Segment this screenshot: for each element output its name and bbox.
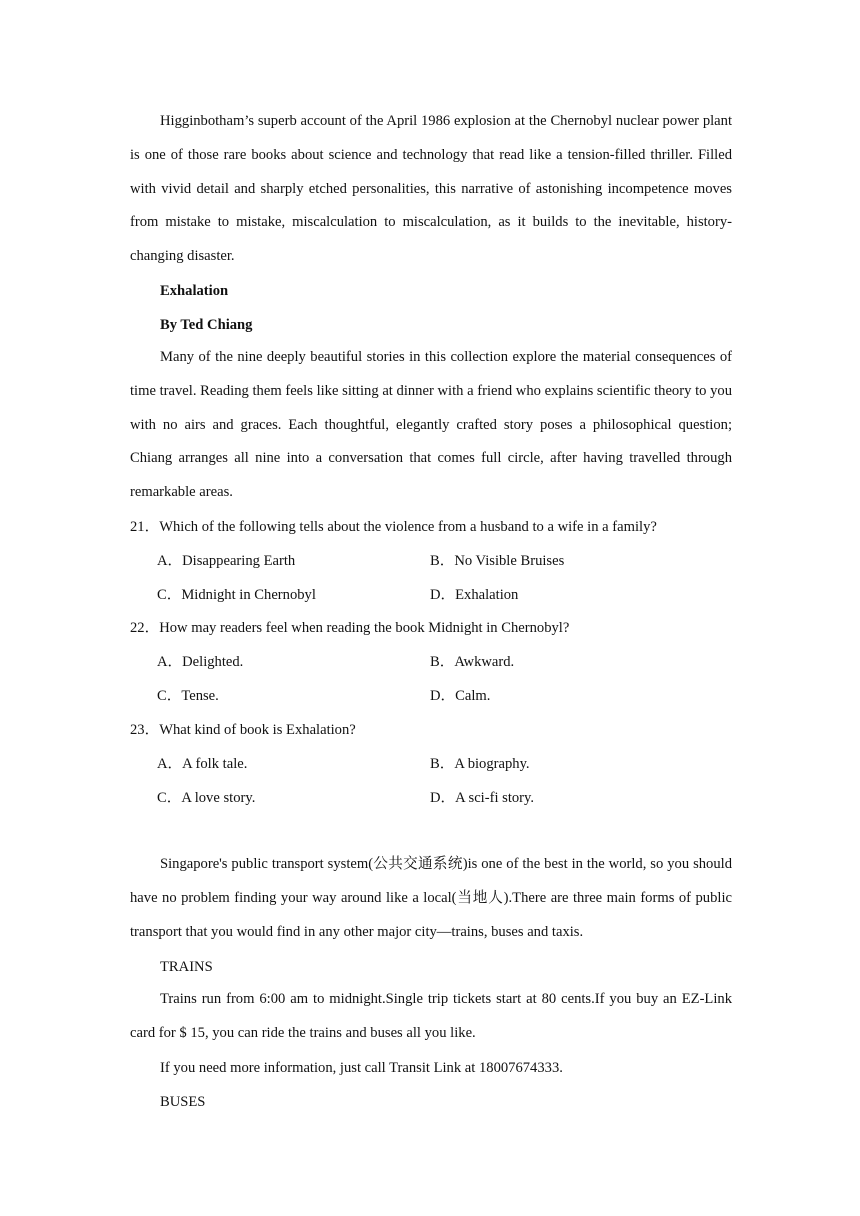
chernobyl-review-paragraph — [130, 105, 732, 274]
question-22-option-a: A．Delighted. — [157, 654, 244, 670]
trains-text: Trains run from 6:00 am to midnight.Single trip tickets start at 80 cents.If you buy an EZ-Link card for $ 15, you can ride the trains and buses all you like. — [130, 991, 732, 1041]
singapore-intro-paragraph — [130, 848, 732, 949]
question-21-option-a: A．Disappearing Earth — [157, 553, 296, 569]
book-author-exhalation: By Ted Chiang — [160, 317, 253, 333]
question-21-option-d: D．Exhalation — [430, 587, 519, 603]
exhalation-review-text: Many of the nine deeply beautiful stories in this collection explore the material consequences of time travel. Reading them feels like sitting at dinner with a friend who explains scientific theory to you with no airs and graces. Each thoughtful, elegantly crafted story poses a philosophical question; Chiang arranges all nine into a conversation that comes full circle, after having travelled through remarkable areas. — [130, 349, 732, 501]
question-21-option-c: C．Midnight in Chernobyl — [157, 587, 316, 603]
singapore-intro-text: Singapore's public transport system(公共交通系统)is one of the best in the world, so you should have no problem finding your way around like a local(当地人).There are three main forms of public transport that you would find in any other major city—trains, buses and taxis. — [130, 856, 732, 940]
question-23-stem: 23．What kind of book is Exhalation? — [130, 722, 356, 738]
question-21-stem: 21．Which of the following tells about the violence from a husband to a wife in a family? — [130, 519, 657, 535]
question-22-option-c: C．Tense. — [157, 688, 219, 704]
question-23-option-d: D．A sci-fi story. — [430, 790, 535, 806]
question-23-option-c: C．A love story. — [157, 790, 256, 806]
question-23-option-b: B．A biography. — [430, 756, 530, 772]
trains-heading: TRAINS — [160, 959, 213, 975]
chernobyl-review-text: Higginbotham’s superb account of the April 1986 explosion at the Chernobyl nuclear power plant is one of those rare books about science and technology that read like a tension-filled thriller. Filled with vivid detail and sharply etched personalities, this narrative of astonishing incompetence moves from mistake to mistake, miscalculation to miscalculation, as it builds to the inevitable, history-changing disaster. — [130, 113, 732, 265]
exhalation-review-paragraph — [130, 341, 732, 510]
question-22-option-b: B．Awkward. — [430, 654, 515, 670]
question-22-stem: 22．How may readers feel when reading the book Midnight in Chernobyl? — [130, 620, 570, 636]
question-21-option-b: B．No Visible Bruises — [430, 553, 565, 569]
question-23-option-a: A．A folk tale. — [157, 756, 248, 772]
trains-info-line: If you need more information, just call Transit Link at 18007674333. — [160, 1060, 563, 1076]
buses-heading: BUSES — [160, 1094, 206, 1110]
book-title-exhalation: Exhalation — [160, 283, 229, 299]
trains-paragraph — [130, 983, 732, 1051]
question-22-option-d: D．Calm. — [430, 688, 491, 704]
